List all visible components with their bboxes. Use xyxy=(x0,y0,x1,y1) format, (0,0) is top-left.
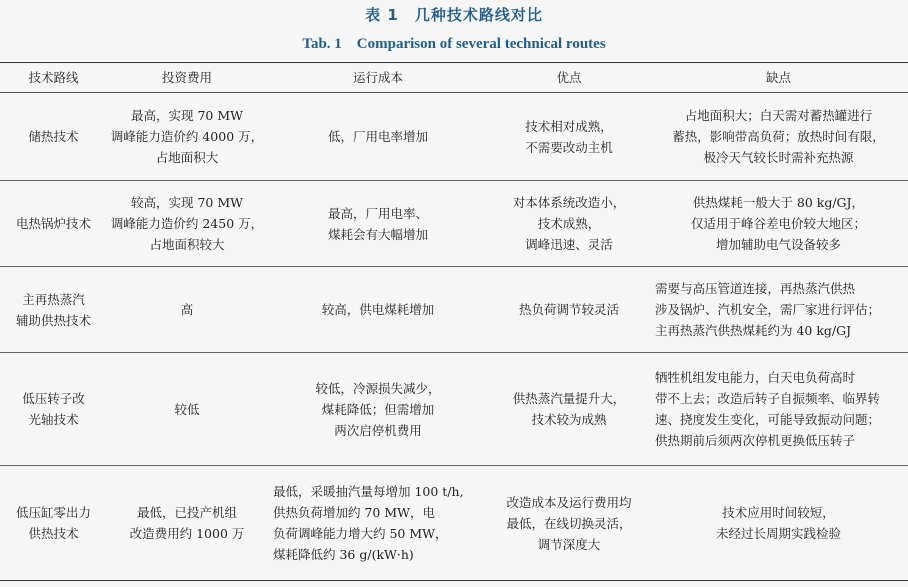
comparison-table xyxy=(0,62,908,581)
header-disadvantage: 缺点 xyxy=(649,63,908,93)
cell-investment: 最高，实现 70 MW 调峰能力造价约 4000 万， 占地面积大 xyxy=(107,93,267,181)
cell-cost: 较高，供电煤耗增加 xyxy=(267,267,489,353)
cell-cost: 较低，冷源损失减少， 煤耗降低；但需增加 两次启停机费用 xyxy=(267,353,489,466)
table-row xyxy=(0,181,908,267)
header-cost: 运行成本 xyxy=(267,63,489,93)
table-caption-english: Tab. 1 Comparison of several technical routes xyxy=(302,36,606,52)
cell-advantage: 热负荷调节较灵活 xyxy=(489,267,649,353)
table-row xyxy=(0,353,908,466)
cell-advantage: 改造成本及运行费用均 最低，在线切换灵活， 调节深度大 xyxy=(489,466,649,581)
table-row xyxy=(0,466,908,581)
cell-route: 电热锅炉技术 xyxy=(0,181,107,267)
cell-route: 主再热蒸汽 辅助供热技术 xyxy=(0,267,107,353)
cell-disadvantage: 供热煤耗一般大于 80 kg/GJ， 仅适用于峰谷差电价较大地区； 增加辅助电气设备较多 xyxy=(649,181,908,267)
cell-cost: 最高，厂用电率、 煤耗会有大幅增加 xyxy=(267,181,489,267)
cell-disadvantage: 技术应用时间较短， 未经过长周期实践检验 xyxy=(649,466,908,581)
cell-investment: 最低，已投产机组 改造费用约 1000 万 xyxy=(107,466,267,581)
cell-disadvantage: 牺牲机组发电能力，白天电负荷高时 带不上去；改造后转子自振频率、临界转 速、挠度发生变化，可能导致振动问题； 供热期前后须两次停机更换低压转子 xyxy=(649,353,908,466)
cell-route: 低压缸零出力 供热技术 xyxy=(0,466,107,581)
table-caption-chinese: 表 1 几种技术路线对比 xyxy=(365,6,543,24)
cell-investment: 较低 xyxy=(107,353,267,466)
table-row xyxy=(0,267,908,353)
cell-disadvantage: 需要与高压管道连接，再热蒸汽供热 涉及锅炉、汽机安全，需厂家进行评估； 主再热蒸汽供热煤耗约为 40 kg/GJ xyxy=(649,267,908,353)
cell-route: 储热技术 xyxy=(0,93,107,181)
cell-advantage: 供热蒸汽量提升大， 技术较为成熟 xyxy=(489,353,649,466)
cell-investment: 高 xyxy=(107,267,267,353)
cell-cost: 低，厂用电率增加 xyxy=(267,93,489,181)
header-route: 技术路线 xyxy=(0,63,107,93)
table-header-row xyxy=(0,63,908,93)
cell-advantage: 技术相对成熟， 不需要改动主机 xyxy=(489,93,649,181)
cell-cost: 最低，采暖抽汽量每增加 100 t/h, 供热负荷增加约 70 MW，电 负荷调峰能力增大约 50 MW， 煤耗降低约 36 g/(kW·h) xyxy=(267,466,489,581)
header-advantage: 优点 xyxy=(489,63,649,93)
cell-advantage: 对本体系统改造小， 技术成熟， 调峰迅速、灵活 xyxy=(489,181,649,267)
cell-investment: 较高，实现 70 MW 调峰能力造价约 2450 万， 占地面积较大 xyxy=(107,181,267,267)
table-row xyxy=(0,93,908,181)
header-investment: 投资费用 xyxy=(107,63,267,93)
cell-route: 低压转子改 光轴技术 xyxy=(0,353,107,466)
cell-disadvantage: 占地面积大；白天需对蓄热罐进行 蓄热，影响带高负荷；放热时间有限， 极冷天气较长时需补充热源 xyxy=(649,93,908,181)
